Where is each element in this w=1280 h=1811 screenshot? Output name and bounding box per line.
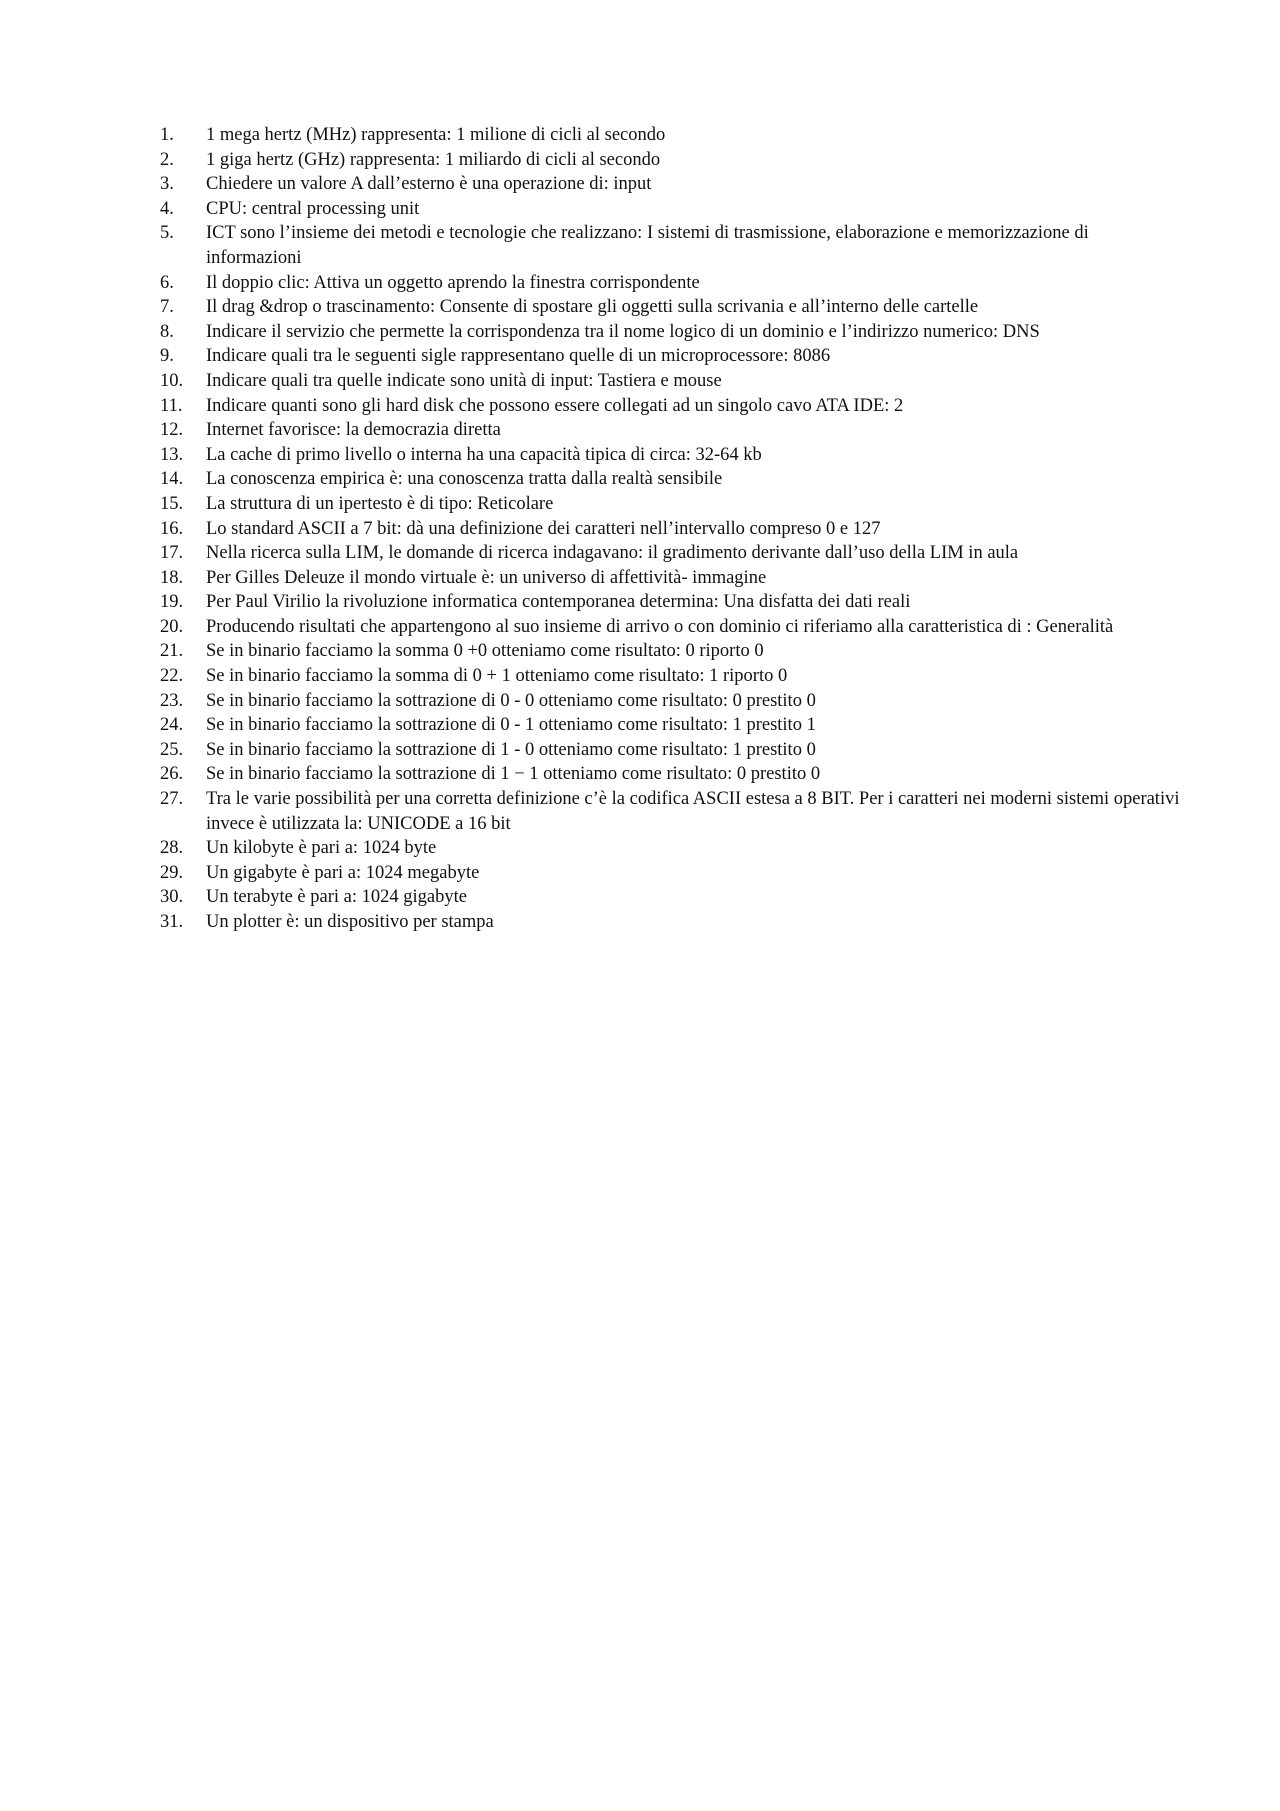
list-item-number: 25.	[160, 739, 184, 760]
list-item-number: 28.	[160, 838, 184, 859]
list-item-number: 10.	[160, 370, 184, 391]
list-item	[0, 590, 1280, 615]
list-item-text: Se in binario facciamo la sottrazione di 0 - 0 otteniamo come risultato: 0 prestito 0	[206, 690, 816, 711]
list-item-number: 12.	[160, 420, 184, 441]
list-item-number: 11.	[160, 395, 183, 416]
list-item	[0, 394, 1280, 419]
list-item	[0, 443, 1280, 468]
list-item-text: Il drag &drop o trascinamento: Consente di spostare gli oggetti sulla scrivania e all’interno delle cartelle	[206, 297, 979, 318]
list-item-text: La conoscenza empirica è: una conoscenza tratta dalla realtà sensibile	[206, 469, 723, 490]
list-item-number: 2.	[160, 149, 174, 170]
list-item-number: 30.	[160, 887, 184, 908]
list-item	[0, 664, 1280, 689]
list-item	[0, 197, 1280, 222]
list-item	[0, 639, 1280, 664]
list-item-number: 14.	[160, 469, 184, 490]
list-item	[0, 221, 1280, 270]
list-item-number: 31.	[160, 912, 184, 932]
list-item-number: 29.	[160, 862, 184, 883]
list-item-text: La cache di primo livello o interna ha una capacità tipica di circa: 32-64 kb	[206, 444, 762, 465]
list-item-text: Indicare quanti sono gli hard disk che possono essere collegati ad un singolo cavo ATA IDE: 2	[206, 395, 904, 416]
list-item	[0, 172, 1280, 197]
list-item-text: Per Paul Virilio la rivoluzione informatica contemporanea determina: Una disfatta dei dati reali	[206, 592, 911, 613]
list-item-text: Se in binario facciamo la somma 0 +0 otteniamo come risultato: 0 riporto 0	[206, 641, 764, 662]
list-item-number: 4.	[160, 198, 174, 219]
list-item-text: Un terabyte è pari a: 1024 gigabyte	[206, 887, 467, 908]
list-item	[0, 566, 1280, 591]
list-item-text: La struttura di un ipertesto è di tipo: Reticolare	[206, 493, 554, 514]
list-item-text: Per Gilles Deleuze il mondo virtuale è: un universo di affettività- immagine	[206, 567, 767, 588]
list-item-number: 23.	[160, 690, 184, 711]
list-item-number: 6.	[160, 272, 174, 293]
list-item-text: Lo standard ASCII a 7 bit: dà una definizione dei caratteri nell’intervallo compreso 0 e 127	[206, 518, 881, 539]
list-item	[0, 344, 1280, 369]
list-item-number: 15.	[160, 493, 184, 514]
list-item-text: Un gigabyte è pari a: 1024 megabyte	[206, 862, 480, 883]
list-item-text: Internet favorisce: la democrazia diretta	[206, 420, 501, 441]
list-item	[0, 123, 1280, 148]
list-item-text: 1 mega hertz (MHz) rappresenta: 1 milione di cicli al secondo	[206, 125, 666, 145]
list-item-number: 1.	[160, 125, 174, 145]
list-item	[0, 910, 1280, 935]
list-item-text: Indicare quali tra quelle indicate sono unità di input: Tastiera e mouse	[206, 370, 722, 391]
list-item	[0, 713, 1280, 738]
list-item-number: 9.	[160, 346, 174, 367]
list-item-number: 19.	[160, 592, 184, 613]
list-item-text: CPU: central processing unit	[206, 198, 420, 219]
list-item	[0, 148, 1280, 173]
list-item-number: 7.	[160, 297, 174, 318]
list-item	[0, 467, 1280, 492]
list-item	[0, 295, 1280, 320]
list-item-text: Se in binario facciamo la sottrazione di 1 - 0 otteniamo come risultato: 1 prestito 0	[206, 739, 816, 760]
list-item-number: 24.	[160, 715, 184, 736]
list-item-number: 27.	[160, 789, 184, 810]
list-item	[0, 320, 1280, 345]
list-item-text: Chiedere un valore A dall’esterno è una operazione di: input	[206, 174, 652, 195]
list-item-text: Un kilobyte è pari a: 1024 byte	[206, 838, 437, 859]
list-item-number: 21.	[160, 641, 184, 662]
list-item-text: Producendo risultati che appartengono al suo insieme di arrivo o con dominio ci riferiamo alla caratteristica di : Generalità	[206, 616, 1114, 637]
list-item-text: 1 giga hertz (GHz) rappresenta: 1 miliardo di cicli al secondo	[206, 149, 661, 170]
list-item-text: Il doppio clic: Attiva un oggetto aprendo la finestra corrispondente	[206, 272, 700, 293]
list-item-text: Indicare il servizio che permette la corrispondenza tra il nome logico di un dominio e l’indirizzo numerico: DNS	[206, 321, 1040, 342]
list-item-text: Indicare quali tra le seguenti sigle rappresentano quelle di un microprocessore: 8086	[206, 346, 831, 367]
list-item-number: 22.	[160, 666, 184, 687]
list-item-text: Un plotter è: un dispositivo per stampa	[206, 912, 494, 932]
list-item	[0, 418, 1280, 443]
list-item	[0, 541, 1280, 566]
list-item	[0, 615, 1280, 640]
list-item	[0, 762, 1280, 787]
list-item-number: 8.	[160, 321, 174, 342]
list-item	[0, 517, 1280, 542]
list-item	[0, 271, 1280, 296]
list-item-text: Se in binario facciamo la sottrazione di 1 − 1 otteniamo come risultato: 0 prestito 0	[206, 764, 821, 785]
list-item	[0, 885, 1280, 910]
list-item-number: 17.	[160, 543, 184, 564]
qa-list	[0, 123, 1280, 935]
list-item-number: 20.	[160, 616, 184, 637]
list-item-number: 18.	[160, 567, 184, 588]
list-item-number: 3.	[160, 174, 174, 195]
list-item	[0, 738, 1280, 763]
list-item-number: 5.	[160, 223, 174, 244]
list-item	[0, 369, 1280, 394]
list-item-text: Se in binario facciamo la sottrazione di 0 - 1 otteniamo come risultato: 1 prestito 1	[206, 715, 816, 736]
list-item-number: 16.	[160, 518, 184, 539]
list-item	[0, 836, 1280, 861]
list-item-text: ICT sono l’insieme dei metodi e tecnologie che realizzano: I sistemi di trasmissione, elaborazione e memorizzazione di informazioni	[206, 223, 1089, 268]
list-item-text: Tra le varie possibilità per una corretta definizione c’è la codifica ASCII estesa a 8 BIT. Per i caratteri nei moderni sistemi operativi invece è utilizzata la: UNICODE a 16 bit	[206, 789, 1180, 834]
list-item-text: Se in binario facciamo la somma di 0 + 1 otteniamo come risultato: 1 riporto 0	[206, 666, 788, 687]
list-item	[0, 787, 1280, 836]
list-item	[0, 861, 1280, 886]
list-item	[0, 492, 1280, 517]
list-item-number: 26.	[160, 764, 184, 785]
list-item-text: Nella ricerca sulla LIM, le domande di ricerca indagavano: il gradimento derivante dall’uso della LIM in aula	[206, 543, 1019, 564]
list-item-number: 13.	[160, 444, 184, 465]
list-item	[0, 689, 1280, 714]
